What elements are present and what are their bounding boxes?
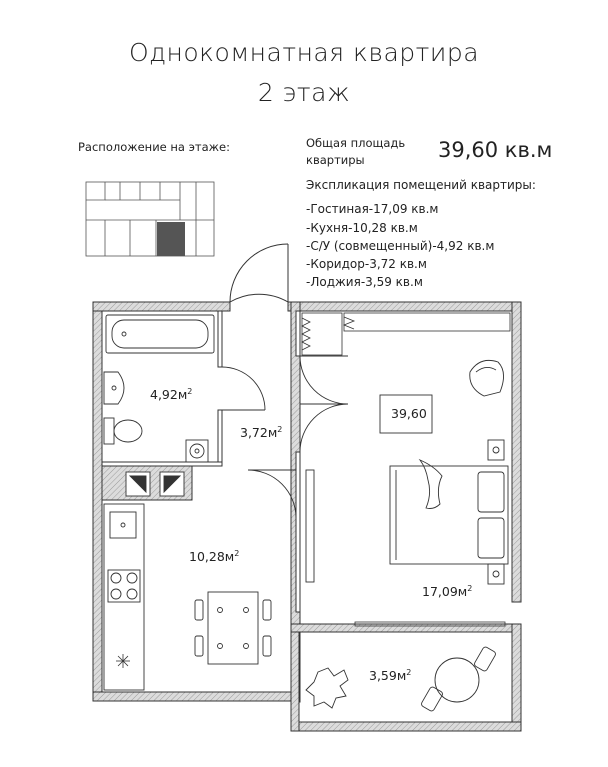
loggia-area-value: 3,59м [369,668,407,684]
room-loggia-area [369,668,411,683]
loggia-table [420,646,496,712]
bathroom-door [222,367,265,410]
unit-sup: 2 [467,584,473,593]
room-bathroom-area [150,387,192,402]
armchair [470,360,504,396]
total-area-value: 39,60 кв.м [438,138,553,162]
apartment-location-highlight [157,222,185,256]
sink [104,372,124,404]
total-area-label-line1: Общая площадь [306,136,406,150]
plant-icon [306,668,348,708]
room-kitchen-area [189,549,239,564]
bathroom-area-value: 4,92м [150,387,188,403]
explication-item-corridor: -Коридор-3,72 кв.м [306,257,427,271]
explication-item-loggia: -Лоджия-3,59 кв.м [306,275,423,289]
wardrobe [302,313,510,355]
plan-title: Однокомнатная квартира [128,38,480,67]
floor-location-label: Расположение на этаже: [78,140,230,154]
kitchen-door [248,470,296,518]
total-area-box-value: 39,60 [391,406,427,421]
floor-location-map [86,182,214,256]
boiler-icon [186,440,208,462]
toilet [104,418,142,444]
corridor-area-value: 3,72м [240,425,278,441]
bathtub [106,315,214,353]
fridge-icon [116,654,130,668]
unit-sup: 2 [277,425,283,434]
sliding-door [306,470,314,582]
unit-sup: 2 [187,387,193,396]
living-area-value: 17,09м [422,584,468,600]
unit-sup: 2 [234,549,240,558]
dining-table [195,592,271,664]
room-corridor-area [240,425,282,440]
interior-walls [102,311,348,612]
living-door [300,356,348,452]
bed [390,440,508,584]
room-living-area [422,584,472,599]
explication-item-kitchen: -Кухня-10,28 кв.м [306,221,418,235]
floor-title: 2 этаж [257,78,351,107]
unit-sup: 2 [406,668,412,677]
total-area-label-line2: квартиры [306,153,365,167]
explication-item-bathroom: -С/У (совмещенный)-4,92 кв.м [306,239,495,253]
explication-title: Экспликация помещений квартиры: [306,178,536,192]
outer-walls [93,302,521,731]
kitchen-area-value: 10,28м [189,549,235,565]
explication-item-living: -Гостиная-17,09 кв.м [306,202,439,216]
entrance-door [230,244,288,302]
